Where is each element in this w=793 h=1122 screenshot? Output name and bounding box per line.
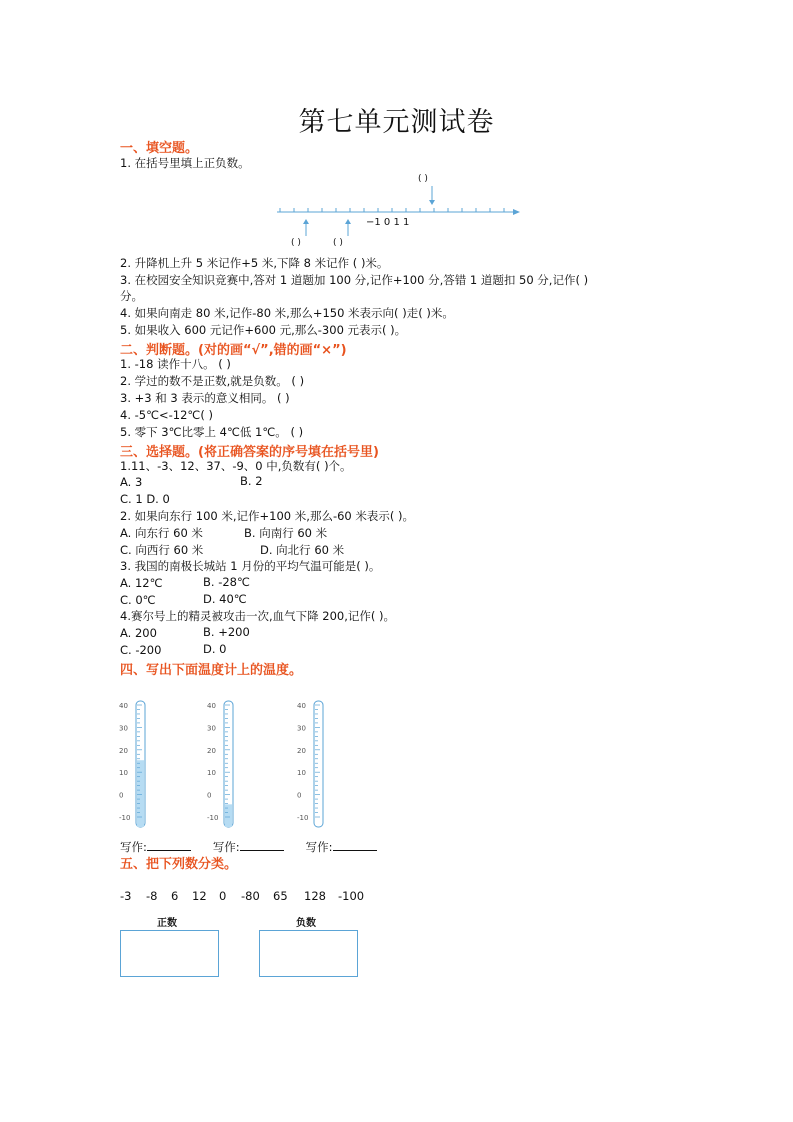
s3-q3-option-c: C. 0℃ bbox=[120, 593, 156, 607]
s3-question-3: 3. 我国的南极长城站 1 月份的平均气温可能是( )。 bbox=[120, 559, 381, 573]
answer-blank-1[interactable] bbox=[147, 838, 191, 851]
thermometer-scale-label: 30 bbox=[119, 724, 128, 733]
s2-item: 3. +3 和 3 表示的意义相同。 ( ) bbox=[120, 391, 290, 405]
number-line-svg bbox=[275, 180, 525, 240]
s3-q1-option-a: A. 3 bbox=[120, 475, 143, 489]
thermometer-scale-label: -10 bbox=[297, 814, 309, 822]
thermometer-scale-label: 10 bbox=[207, 769, 216, 778]
s1-question-5: 5. 如果收入 600 元记作+600 元,那么-300 元表示( )。 bbox=[120, 323, 407, 337]
number-item: 12 bbox=[192, 889, 207, 903]
s1-question-1: 1. 在括号里填上正负数。 bbox=[120, 156, 250, 170]
s2-item: 4. -5℃<-12℃( ) bbox=[120, 408, 213, 422]
section-5-heading: 五、把下列数分类。 bbox=[120, 857, 238, 872]
s3-question-2: 2. 如果向东行 100 米,记作+100 米,那么-60 米表示( )。 bbox=[120, 509, 415, 523]
thermometer-scale-label: 10 bbox=[119, 769, 128, 778]
answer-blank-2[interactable] bbox=[240, 838, 284, 851]
positive-label: 正数 bbox=[157, 918, 177, 929]
number-item: -100 bbox=[338, 889, 365, 903]
thermometer-scale-label: 10 bbox=[297, 769, 306, 778]
thermometer-2 bbox=[206, 697, 246, 831]
thermometer-scale-label: -10 bbox=[207, 814, 219, 822]
s3-q3-option-d: D. 40℃ bbox=[203, 592, 247, 606]
s1-question-4: 4. 如果向南走 80 米,记作-80 米,那么+150 米表示向( )走( )米。 bbox=[120, 306, 454, 320]
s3-q2-option-c: C. 向西行 60 米 bbox=[120, 543, 204, 557]
s3-question-1: 1.11、-3、12、37、-9、0 中,负数有( )个。 bbox=[120, 459, 352, 473]
s1-question-2: 2. 升降机上升 5 米记作+5 米,下降 8 米记作 ( )米。 bbox=[120, 256, 389, 270]
number-line-bottom-parens-a: ( ) bbox=[291, 238, 301, 248]
number-item: 6 bbox=[171, 889, 179, 903]
thermometer-scale-label: 0 bbox=[119, 791, 124, 800]
thermometer-scale-label: 0 bbox=[207, 791, 212, 800]
s3-q3-option-a: A. 12℃ bbox=[120, 576, 163, 590]
answer-blank-3[interactable] bbox=[333, 838, 377, 851]
up-arrow-b-head bbox=[345, 219, 351, 224]
s3-q2-option-a: A. 向东行 60 米 bbox=[120, 526, 203, 540]
s3-q4-option-b: B. +200 bbox=[203, 625, 250, 639]
section-1-heading: 一、填空题。 bbox=[120, 141, 199, 156]
up-arrow-a-head bbox=[303, 219, 309, 224]
thermometer-scale-label: 20 bbox=[297, 746, 306, 755]
number-line-labels: −1 0 1 1 bbox=[366, 217, 410, 228]
s1-question-3-cont: 分。 bbox=[120, 289, 143, 303]
number-item: 128 bbox=[304, 889, 326, 903]
s3-question-4: 4.赛尔号上的精灵被攻击一次,血气下降 200,记作( )。 bbox=[120, 609, 396, 623]
number-item: 0 bbox=[219, 889, 227, 903]
write-label-1: 写作: bbox=[120, 840, 147, 854]
number-item: -8 bbox=[146, 889, 158, 903]
s3-q4-option-d: D. 0 bbox=[203, 642, 227, 656]
section-4-heading: 四、写出下面温度计上的温度。 bbox=[120, 663, 303, 678]
number-line-bottom-parens-b: ( ) bbox=[333, 238, 343, 248]
s2-item: 2. 学过的数不是正数,就是负数。 ( ) bbox=[120, 374, 305, 388]
negative-box[interactable] bbox=[259, 930, 358, 977]
s2-item: 1. -18 读作十八。 ( ) bbox=[120, 357, 231, 371]
s3-q2-option-b: B. 向南行 60 米 bbox=[244, 526, 328, 540]
negative-label: 负数 bbox=[296, 918, 316, 929]
s1-question-3: 3. 在校园安全知识竞赛中,答对 1 道题加 100 分,记作+100 分,答错 1 道题扣 50 分,记作( ) bbox=[120, 273, 589, 287]
thermometer-scale-label: 40 bbox=[297, 702, 306, 710]
number-item: 65 bbox=[273, 889, 288, 903]
thermometer-3 bbox=[296, 697, 336, 831]
s3-q1-option-b: B. 2 bbox=[240, 474, 263, 488]
thermometer-scale-label: 40 bbox=[119, 702, 128, 710]
number-line-ticks bbox=[280, 208, 504, 212]
thermometer-scale-label: 0 bbox=[297, 791, 302, 800]
write-label-2: 写作: bbox=[212, 840, 240, 854]
thermometer-scale-label: 30 bbox=[297, 724, 306, 733]
section-3-heading: 三、选择题。(将正确答案的序号填在括号里) bbox=[120, 445, 379, 460]
s3-q4-option-c: C. -200 bbox=[120, 643, 162, 657]
thermometer-scale-label: 30 bbox=[207, 724, 216, 733]
s3-q2-option-d: D. 向北行 60 米 bbox=[260, 543, 345, 557]
positive-box[interactable] bbox=[120, 930, 219, 977]
number-line-arrowhead bbox=[513, 209, 520, 215]
number-line-top-parens: ( ) bbox=[418, 174, 428, 184]
section-2-heading: 二、判断题。(对的画“√”,错的画“×”) bbox=[120, 343, 347, 358]
number-item: -80 bbox=[241, 889, 260, 903]
thermometer-scale-label: 40 bbox=[207, 702, 216, 710]
thermometer-scale-label: -10 bbox=[119, 814, 131, 822]
s3-q3-option-b: B. -28℃ bbox=[203, 575, 250, 589]
thermometer-scale-label: 20 bbox=[119, 746, 128, 755]
s3-q1-option-cd: C. 1 D. 0 bbox=[120, 492, 170, 506]
thermometer-1 bbox=[118, 697, 158, 831]
s2-item: 5. 零下 3℃比零上 4℃低 1℃。 ( ) bbox=[120, 425, 304, 439]
write-label-3: 写作: bbox=[305, 840, 333, 854]
s3-q4-option-a: A. 200 bbox=[120, 626, 157, 640]
down-arrow-head bbox=[429, 200, 435, 205]
page-title: 第七单元测试卷 bbox=[298, 107, 495, 138]
thermometer-scale-label: 20 bbox=[207, 746, 216, 755]
number-item: -3 bbox=[120, 889, 132, 903]
